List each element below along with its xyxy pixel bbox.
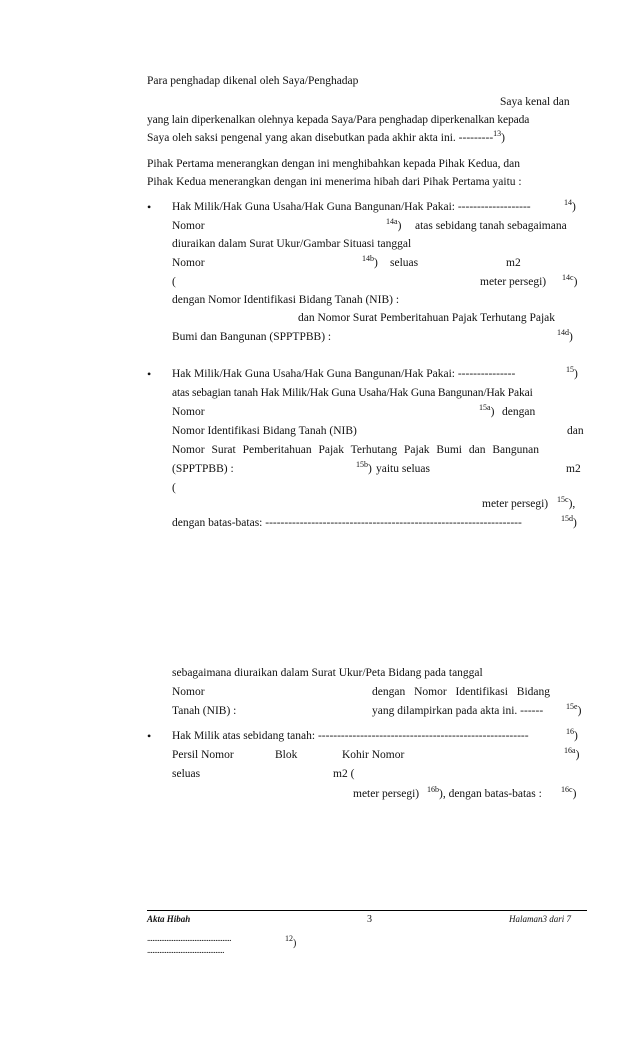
- intro-line-2: Saya kenal dan: [500, 96, 570, 108]
- item1-line-3: diuraikan dalam Surat Ukur/Gambar Situasi tanggal: [172, 238, 412, 250]
- intro-line-4: [147, 131, 505, 146]
- item2-open-paren: (: [172, 482, 176, 494]
- item3-ref-16: $^{16}$): [566, 727, 578, 742]
- item1-nomor-2: Nomor: [172, 257, 205, 269]
- item1-seluas: seluas: [390, 257, 419, 269]
- footnote-ref-15e: 15e: [566, 702, 578, 711]
- footer-divider: [147, 910, 587, 911]
- item3-ref-16b: [427, 787, 542, 802]
- item3-ref-16c: $^{16c}$): [561, 785, 577, 800]
- item2-line-5: Nomor Surat Pemberitahuan Pajak Terhutang Pajak Bumi dan Bangunan: [172, 444, 539, 456]
- item2-dengan: dengan: [502, 406, 536, 418]
- item3-ref-16a: $^{16a}$): [564, 746, 580, 761]
- item3-seluas: seluas: [172, 768, 201, 780]
- footnote-ref-14b: 14b: [362, 254, 374, 263]
- item3-persil: Persil Nomor: [172, 749, 234, 761]
- item1-ref-14: $^{14}$): [564, 198, 576, 213]
- paren: ): [501, 132, 505, 144]
- item2cont-ref-15e: $^{15e}$): [566, 702, 582, 717]
- comma: ,: [572, 498, 576, 510]
- bullet-icon: •: [147, 729, 152, 743]
- footnote-ref-14a: 14a: [386, 217, 398, 226]
- footer-left: Akta Hibah: [147, 914, 191, 924]
- item1-ref-14a: $^{14a}$): [386, 217, 402, 232]
- item1-line-2b: atas sebidang tanah sebagaimana: [415, 220, 567, 232]
- item2-dan: dan: [567, 425, 584, 437]
- item2-ref-15b: $^{15b}$): [356, 460, 372, 475]
- footer-right: Halaman3 dari 7: [509, 914, 572, 924]
- intro-line-1: Para penghadap dikenal oleh Saya/Penghadap: [147, 75, 359, 87]
- footnote-ref-16: 16: [566, 727, 574, 736]
- intro-line-3: yang lain diperkenalkan olehnya kepada Saya/Para penghadap diperkenalkan kepada: [147, 114, 530, 126]
- bullet-icon: •: [147, 200, 152, 214]
- item2cont-lampiran: yang dilampirkan pada akta ini. ------: [372, 705, 544, 717]
- item2-line-2: atas sebagian tanah Hak Milik/Hak Guna Usaha/Hak Guna Bangunan/Hak Pakai: [172, 387, 533, 399]
- footnote-ref-14d: 14d: [557, 328, 569, 337]
- item1-ref-14c: $^{14c}$): [562, 273, 578, 288]
- item3-meter-persegi: meter persegi): [353, 788, 420, 800]
- item2cont-nib: dengan Nomor Identifikasi Bidang: [372, 686, 551, 698]
- footnote-ref-14c: 14c: [562, 273, 574, 282]
- footnote-ref-16c: 16c: [561, 785, 573, 794]
- item2cont-line-1: sebagaimana diuraikan dalam Surat Ukur/Peta Bidang pada tanggal: [172, 667, 483, 679]
- item3-m2: m2 (: [333, 768, 355, 780]
- bullet-icon: •: [147, 367, 152, 381]
- item2-yaitu-seluas: yaitu seluas: [376, 463, 430, 475]
- item2-ref-15c: $^{15c}$),: [557, 495, 576, 510]
- item2cont-nomor: Nomor: [172, 686, 205, 698]
- item2-spptpbb: (SPPTPBB) :: [172, 463, 234, 475]
- item3-batas: ), dengan batas-batas :: [439, 788, 542, 800]
- item3-kohir: Kohir Nomor: [342, 749, 405, 761]
- footnote-ref-15b: 15b: [356, 460, 368, 469]
- item3-line-1: Hak Milik atas sebidang tanah: -------------------------------------------------------: [172, 730, 529, 742]
- footnote-ref-15c: 15c: [557, 495, 569, 504]
- footer-dots-2: ............................................: [147, 945, 224, 955]
- footer-page-number: 3: [367, 914, 372, 925]
- item1-line-6: dengan Nomor Identifikasi Bidang Tanah (NIB) :: [172, 294, 400, 306]
- footnote-ref-12: 12: [285, 934, 293, 943]
- item2-ref-15a: $^{15a}$): [479, 403, 495, 418]
- item2-line-1: Hak Milik/Hak Guna Usaha/Hak Guna Bangunan/Hak Pakai: ---------------: [172, 368, 516, 380]
- item2-ref-15d: $^{15d}$): [561, 514, 577, 529]
- item1-meter-persegi: meter persegi): [480, 276, 547, 288]
- item1-line-8: Bumi dan Bangunan (SPPTPBB) :: [172, 331, 332, 343]
- footnote-ref-16b: 16b: [427, 785, 439, 794]
- footnote-ref-15d: 15d: [561, 514, 573, 523]
- footnote-ref-16a: 16a: [564, 746, 576, 755]
- item2-batas-batas: dengan batas-batas: -------------------------------------------------------------------: [172, 517, 522, 529]
- item3-blok: Blok: [275, 749, 298, 761]
- footnote-ref-14: 14: [564, 198, 572, 207]
- item2-ref-15: $^{15}$): [566, 365, 578, 380]
- item2-nib: Nomor Identifikasi Bidang Tanah (NIB): [172, 425, 357, 437]
- statement-line-2: Pihak Kedua menerangkan dengan ini menerima hibah dari Pihak Pertama yaitu :: [147, 176, 522, 188]
- footnote-ref-13: 13: [493, 129, 502, 138]
- item2cont-tanah-nib: Tanah (NIB) :: [172, 705, 237, 717]
- item2-meter-persegi: meter persegi): [482, 498, 549, 510]
- item1-line-1: Hak Milik/Hak Guna Usaha/Hak Guna Bangunan/Hak Pakai: -------------------: [172, 201, 531, 213]
- item1-m2: m2: [506, 257, 521, 269]
- footnote-ref-15: 15: [566, 365, 574, 374]
- item1-line-7: dan Nomor Surat Pemberitahuan Pajak Terhutang Pajak: [298, 312, 556, 324]
- item1-ref-14b: $^{14b}$): [362, 254, 378, 269]
- item2-m2: m2: [566, 463, 581, 475]
- statement-line-1: Pihak Pertama menerangkan dengan ini menghibahkan kepada Pihak Kedua, dan: [147, 158, 520, 170]
- intro-line-4-text: Saya oleh saksi pengenal yang akan disebutkan pada akhir akta ini. ---------: [147, 132, 494, 144]
- footer-ref-12: $^{12}$): [285, 934, 297, 949]
- item2-nomor: Nomor: [172, 406, 205, 418]
- item1-open-paren: (: [172, 276, 176, 288]
- footer-dots-1: ................................................: [147, 933, 231, 943]
- item1-ref-14d: $^{14d}$): [557, 328, 573, 343]
- item1-nomor: Nomor: [172, 220, 205, 232]
- footnote-ref-15a: 15a: [479, 403, 491, 412]
